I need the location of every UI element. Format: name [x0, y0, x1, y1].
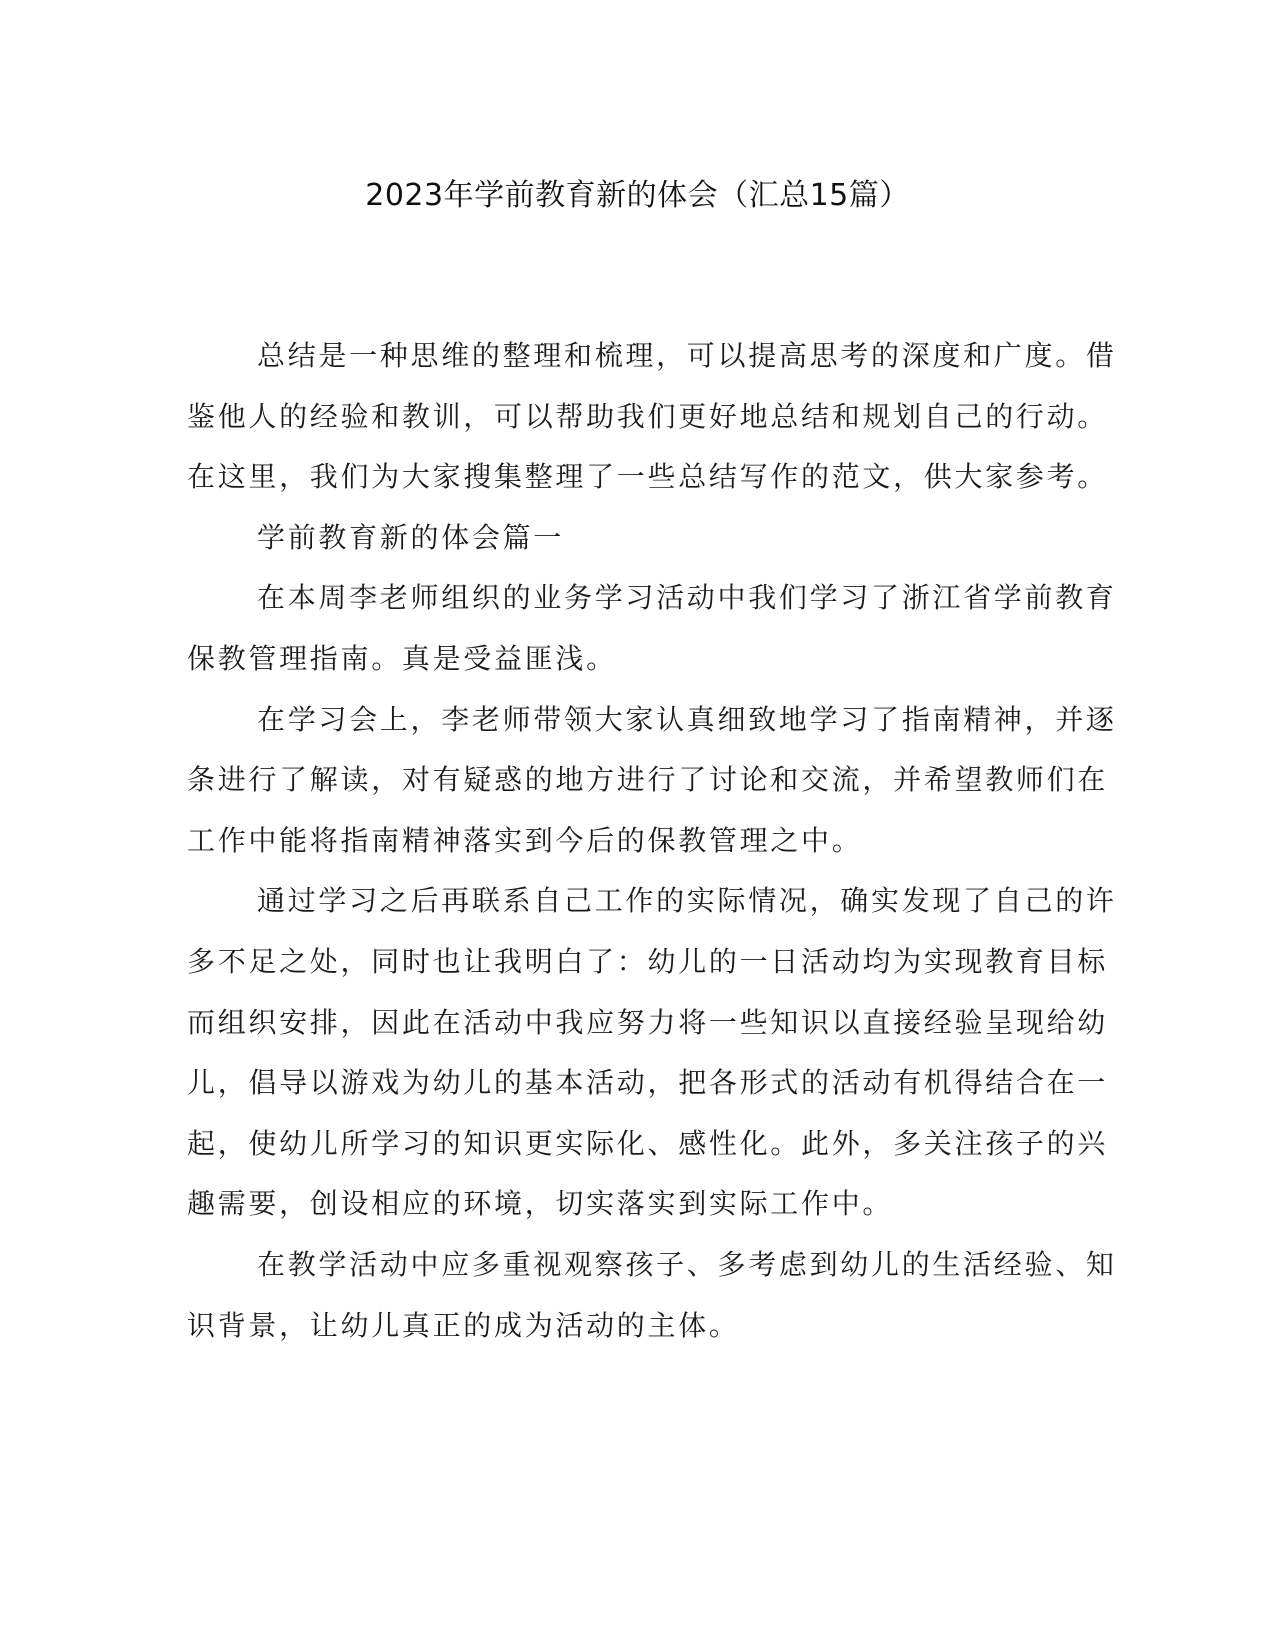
text-line: 总结是一种思维的整理和梳理，可以提高思考的深度和广度。借 [257, 339, 1117, 372]
text-line: 工作中能将指南精神落实到今后的保教管理之中。 [187, 823, 863, 857]
document-body [187, 326, 1117, 1356]
text-line: 识背景，让幼儿真正的成为活动的主体。 [187, 1308, 740, 1342]
text-line: 通过学习之后再联系自己工作的实际情况，确实发现了自己的许 [257, 884, 1117, 918]
text-line: 起，使幼儿所学习的知识更实际化、感性化。此外，多关注孩子的兴 [187, 1126, 1109, 1160]
text-line: 在本周李老师组织的业务学习活动中我们学习了浙江省学前教育 [257, 581, 1117, 615]
text-line: 在教学活动中应多重视观察孩子、多考虑到幼儿的生活经验、知 [257, 1247, 1117, 1281]
text-line: 学前教育新的体会篇一 [257, 520, 565, 554]
text-line: 多不足之处，同时也让我明白了：幼儿的一日活动均为实现教育目标 [187, 944, 1109, 978]
document-title: 2023年学前教育新的体会（汇总15篇） [365, 178, 910, 213]
text-line: 趣需要，创设相应的环境，切实落实到实际工作中。 [187, 1187, 894, 1221]
text-line: 而组织安排，因此在活动中我应努力将一些知识以直接经验呈现给幼 [187, 1005, 1109, 1039]
text-line: 儿，倡导以游戏为幼儿的基本活动，把各形式的活动有机得结合在一 [187, 1066, 1109, 1100]
text-line: 在这里，我们为大家搜集整理了一些总结写作的范文，供大家参考。 [187, 460, 1109, 494]
text-line: 在学习会上，李老师带领大家认真细致地学习了指南精神，并逐 [257, 702, 1117, 736]
text-line: 条进行了解读，对有疑惑的地方进行了讨论和交流，并希望教师们在 [187, 763, 1109, 797]
text-line: 鉴他人的经验和教训，可以帮助我们更好地总结和规划自己的行动。 [187, 399, 1109, 433]
text-line: 保教管理指南。真是受益匪浅。 [187, 641, 617, 675]
